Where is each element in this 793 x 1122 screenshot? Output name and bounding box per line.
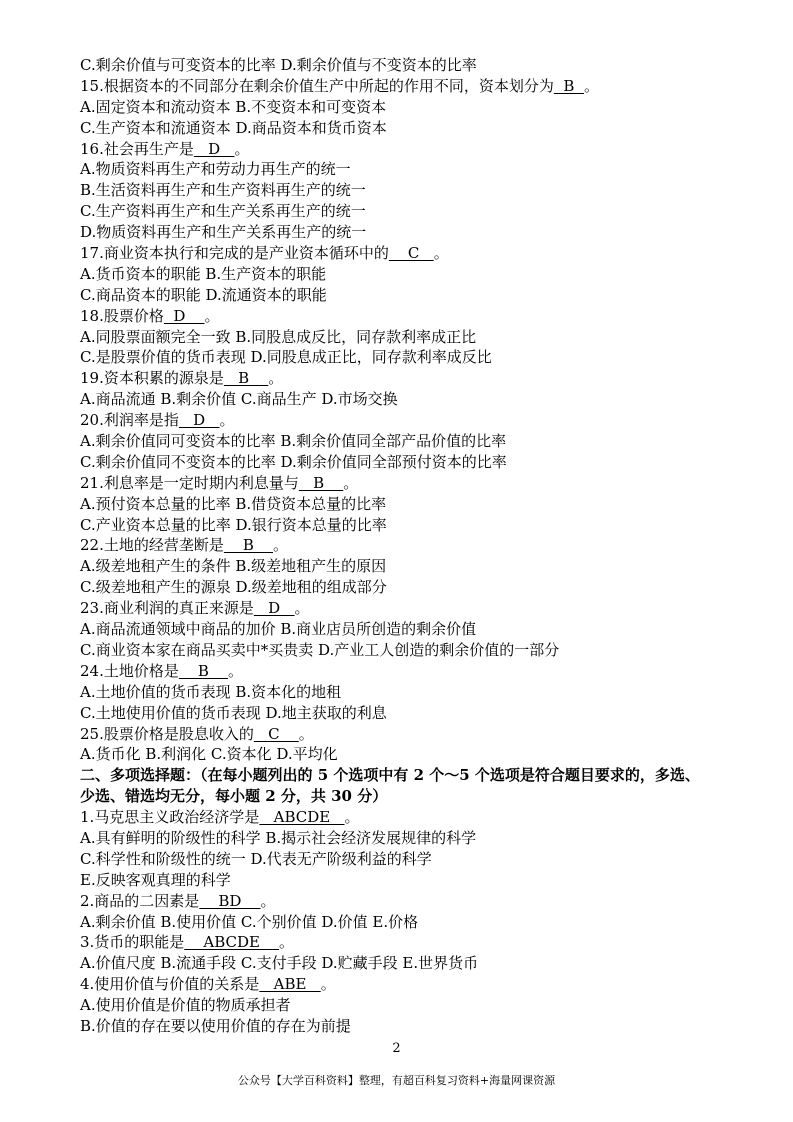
- text-line: A.预付资本总量的比率 B.借贷资本总量的比率: [80, 494, 387, 513]
- answer-blank: C: [388, 244, 434, 263]
- question-suffix: 。: [228, 661, 244, 680]
- question-stem: 19.资本积累的源泉是: [80, 369, 224, 388]
- text-line: D.物质资料再生产和生产关系再生产的统一: [80, 223, 367, 242]
- answer-blank: D: [253, 599, 295, 618]
- question-suffix: 。: [268, 369, 284, 388]
- question-stem: 3.货币的职能是: [80, 933, 185, 952]
- question-stem: 2.商品的二因素是: [80, 891, 200, 910]
- question-suffix: 。: [279, 933, 295, 952]
- question-line: [80, 473, 740, 494]
- text-line: B.价值的存在要以使用价值的存在为前提: [80, 1016, 351, 1035]
- question-line: [80, 306, 740, 327]
- answer-blank: BD: [199, 891, 261, 910]
- question-stem: 18.股票价格: [80, 306, 164, 325]
- question-line: [80, 243, 740, 264]
- answer-blank: B: [223, 369, 269, 388]
- answer-blank: B: [178, 661, 229, 680]
- text-line: C.剩余价值与可变资本的比率 D.剩余价值与不变资本的比率: [80, 56, 477, 74]
- text-line: E.反映客观真理的科学: [80, 870, 231, 889]
- answer-blank: B: [223, 536, 274, 555]
- question-suffix: 。: [583, 76, 599, 95]
- question-line: [80, 139, 740, 160]
- text-line: A.货币化 B.利润化 C.资本化 D.平均化: [80, 745, 338, 764]
- question-suffix: 。: [219, 411, 235, 430]
- question-stem: 16.社会再生产是: [80, 139, 194, 158]
- text-line: C.商品资本的职能 D.流通资本的职能: [80, 285, 327, 304]
- answer-blank: B: [298, 473, 344, 492]
- question-line: [80, 724, 740, 745]
- text-line: C.是股票价值的货币表现 D.同股息成正比，同存款利率成反比: [80, 348, 492, 367]
- text-line: C.生产资料再生产和生产关系再生产的统一: [80, 202, 366, 221]
- question-line: [80, 598, 740, 619]
- question-line: [80, 410, 740, 431]
- question-suffix: 。: [294, 599, 310, 618]
- answer-blank: C: [253, 724, 299, 743]
- text-line: A.同股票面额完全一致 B.同股息成反比，同存款利率成正比: [80, 327, 477, 346]
- section-heading-line: 二、多项选择题：（在每小题列出的 5 个选项中有 2 个～5 个选项是符合题目要求的，多选、: [80, 766, 700, 785]
- text-line: C.生产资本和流通资本 D.商品资本和货币资本: [80, 118, 387, 137]
- question-stem: 25.股票价格是股息收入的: [80, 724, 254, 743]
- text-line: C.剩余价值同不变资本的比率 D.剩余价值同全部预付资本的比率: [80, 452, 507, 471]
- question-suffix: 。: [234, 139, 250, 158]
- question-suffix: 。: [343, 473, 359, 492]
- section-heading-line: 少选、错选均无分，每小题 2 分，共 30 分）: [80, 787, 388, 806]
- question-suffix: 。: [320, 975, 336, 994]
- text-line: A.级差地租产生的条件 B.级差地租产生的原因: [80, 557, 387, 576]
- text-line: A.具有鲜明的阶级性的科学 B.揭示社会经济发展规律的科学: [80, 828, 477, 847]
- question-suffix: 。: [433, 244, 449, 263]
- question-stem: 17.商业资本执行和完成的是产业资本循环中的: [80, 244, 389, 263]
- question-stem: 21.利息率是一定时期内利息量与: [80, 473, 299, 492]
- text-line: A.商品流通 B.剩余价值 C.商品生产 D.市场交换: [80, 390, 398, 409]
- text-line: C.土地使用价值的货币表现 D.地主获取的利息: [80, 703, 387, 722]
- text-line: B.生活资料再生产和生产资料再生产的统一: [80, 181, 366, 200]
- text-line: A.土地价值的货币表现 B.资本化的地租: [80, 682, 342, 701]
- question-line: [80, 932, 740, 953]
- text-line: A.物质资料再生产和劳动力再生产的统一: [80, 160, 351, 179]
- question-stem: 15.根据资本的不同部分在剩余价值生产中所起的作用不同，资本划分为: [80, 76, 554, 95]
- text-line: A.货币资本的职能 B.生产资本的职能: [80, 264, 327, 283]
- text-line: A.剩余价值同可变资本的比率 B.剩余价值同全部产品价值的比率: [80, 432, 507, 451]
- question-line: [80, 807, 740, 828]
- question-suffix: 。: [204, 306, 220, 325]
- text-line: C.商业资本家在商品买卖中*买贵卖 D.产业工人创造的剩余价值的一部分: [80, 640, 560, 659]
- text-line: A.固定资本和流动资本 B.不变资本和可变资本: [80, 97, 387, 116]
- question-stem: 4.使用价值与价值的关系是: [80, 975, 260, 994]
- text-line: A.价值尺度 B.流通手段 C.支付手段 D.贮藏手段 E.世界货币: [80, 954, 479, 973]
- document-body: [80, 55, 740, 1037]
- text-line: A.剩余价值 B.使用价值 C.个别价值 D.价值 E.价格: [80, 912, 419, 931]
- text-line: C.产业资本总量的比率 D.银行资本总量的比率: [80, 515, 387, 534]
- question-suffix: 。: [298, 724, 314, 743]
- question-suffix: 。: [273, 536, 289, 555]
- answer-blank: ABE: [259, 975, 321, 994]
- question-line: [80, 535, 740, 556]
- answer-blank: D: [178, 411, 220, 430]
- question-line: [80, 76, 740, 97]
- footer-note: 公众号【大学百科资料】整理，有超百科复习资料+海量网课资源: [237, 1074, 556, 1087]
- question-stem: 24.土地价格是: [80, 661, 179, 680]
- question-line: [80, 661, 740, 682]
- question-stem: 23.商业利润的真正来源是: [80, 599, 254, 618]
- answer-blank: ABCDE: [184, 933, 280, 952]
- question-line: [80, 368, 740, 389]
- question-stem: 22.土地的经营垄断是: [80, 536, 224, 555]
- question-suffix: 。: [344, 808, 360, 827]
- question-stem: 1.马克思主义政治经济学是: [80, 808, 260, 827]
- answer-blank: D: [163, 306, 205, 325]
- question-stem: 20.利润率是指: [80, 411, 179, 430]
- text-line: A.使用价值是价值的物质承担者: [80, 996, 291, 1015]
- answer-blank: ABCDE: [259, 808, 345, 827]
- text-line: C.科学性和阶级性的统一 D.代表无产阶级利益的科学: [80, 849, 432, 868]
- page-number: 2: [392, 1041, 401, 1056]
- answer-blank: B: [553, 76, 584, 95]
- question-line: [80, 974, 740, 995]
- question-line: [80, 891, 740, 912]
- question-suffix: 。: [260, 891, 276, 910]
- text-line: C.级差地租产生的源泉 D.级差地租的组成部分: [80, 578, 387, 597]
- answer-blank: D: [193, 139, 235, 158]
- text-line: A.商品流通领域中商品的加价 B.商业店员所创造的剩余价值: [80, 620, 477, 639]
